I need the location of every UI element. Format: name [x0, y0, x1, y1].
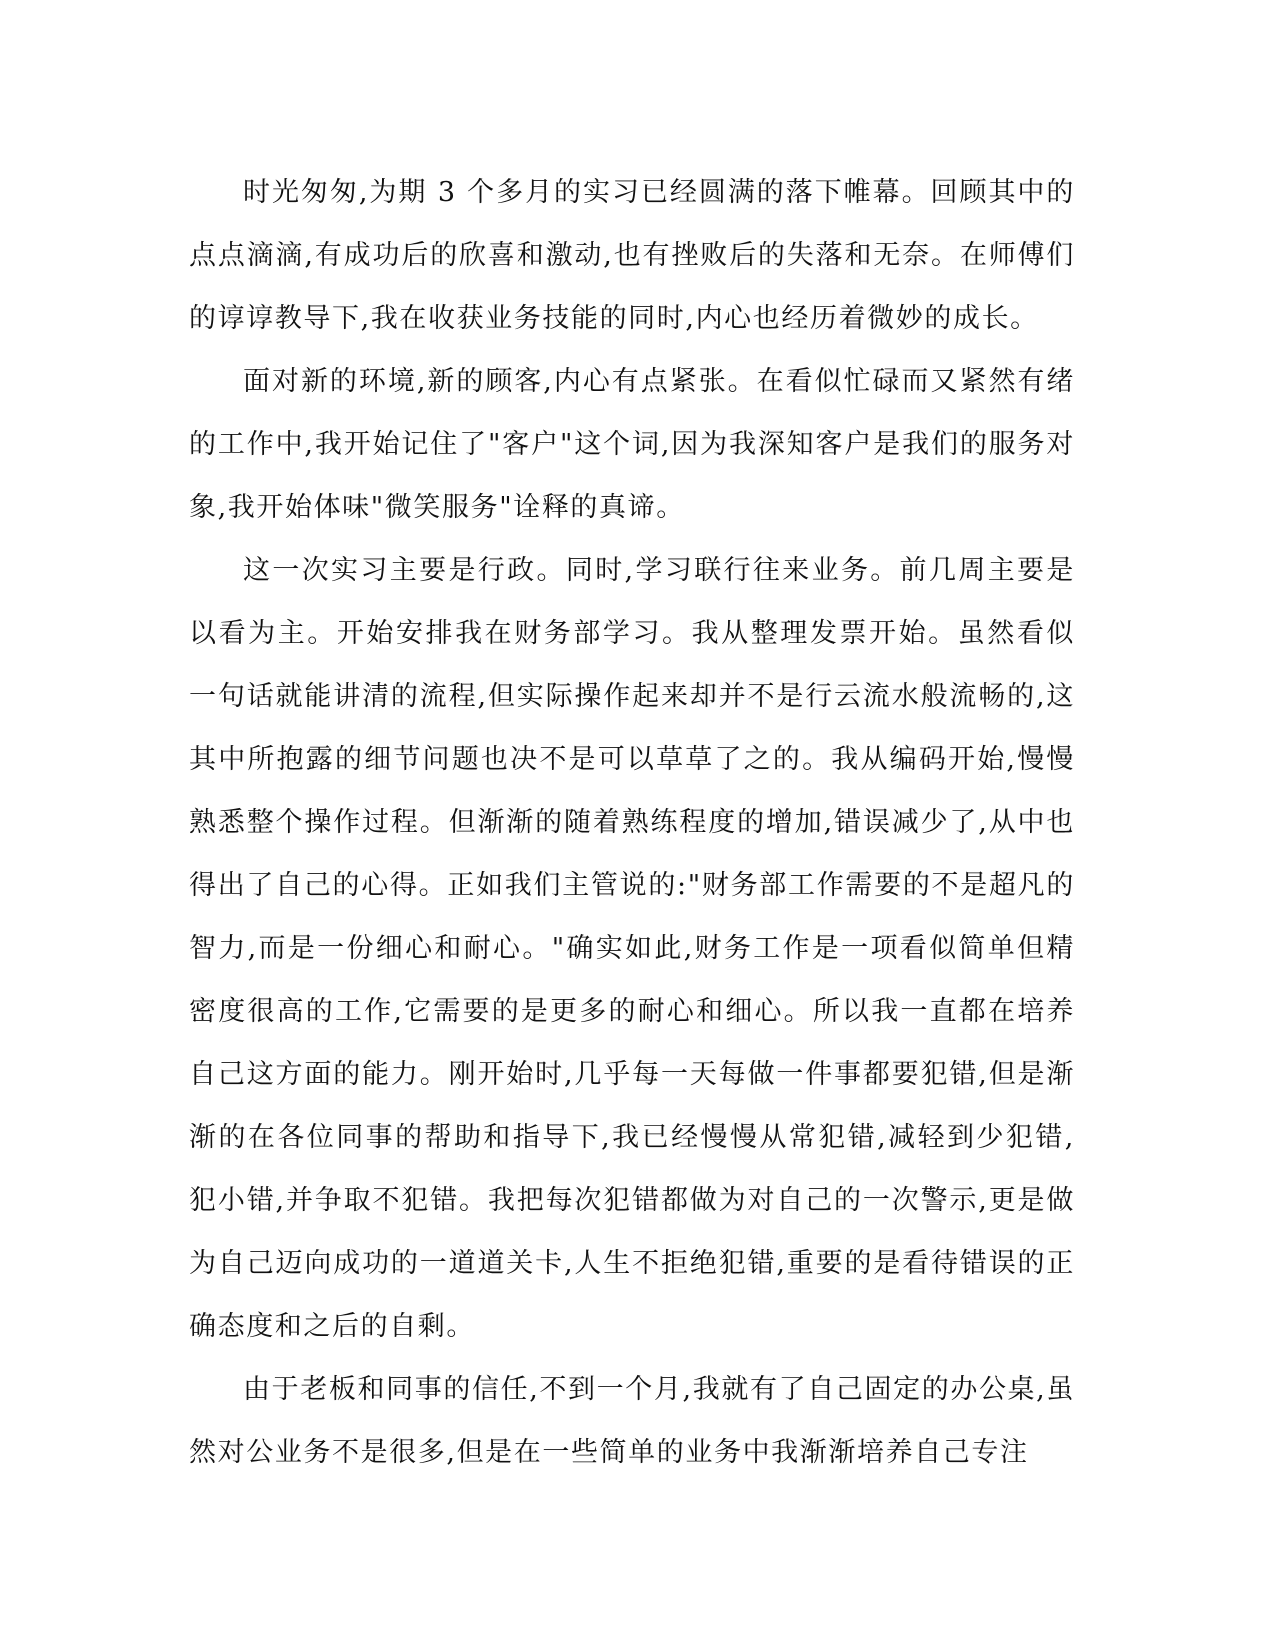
document-body — [189, 161, 1075, 1484]
paragraph-2: 面对新的环境,新的顾客,内心有点紧张。在看似忙碌而又紧然有绪的工作中,我开始记住了"客户"这个词,因为我深知客户是我们的服务对象,我开始体味"微笑服务"诠释的真谛。 — [189, 366, 1075, 523]
paragraph-4: 由于老板和同事的信任,不到一个月,我就有了自己固定的办公桌,虽然对公业务不是很多,但是在一些简单的业务中我渐渐培养自己专注 — [189, 1374, 1075, 1468]
paragraph-3: 这一次实习主要是行政。同时,学习联行往来业务。前几周主要是以看为主。开始安排我在财务部学习。我从整理发票开始。虽然看似一句话就能讲清的流程,但实际操作起来却并不是行云流水般流畅的,这其中所抱露的细节问题也决不是可以草草了之的。我从编码开始,慢慢熟悉整个操作过程。但渐渐的随着熟练程度的增加,错误减少了,从中也得出了自己的心得。正如我们主管说的:"财务部工作需要的不是超凡的智力,而是一份细心和耐心。"确实如此,财务工作是一项看似简单但精密度很高的工作,它需要的是更多的耐心和细心。所以我一直都在培养自己这方面的能力。刚开始时,几乎每一天每做一件事都要犯错,但是渐渐的在各位同事的帮助和指导下,我已经慢慢从常犯错,减轻到少犯错,犯小错,并争取不犯错。我把每次犯错都做为对自己的一次警示,更是做为自己迈向成功的一道道关卡,人生不拒绝犯错,重要的是看待错误的正确态度和之后的自剩。 — [189, 555, 1075, 1342]
paragraph-1: 时光匆匆,为期 3 个多月的实习已经圆满的落下帷幕。回顾其中的点点滴滴,有成功后的欣喜和激动,也有挫败后的失落和无奈。在师傅们的谆谆教导下,我在收获业务技能的同时,内心也经历着微妙的成长。 — [189, 177, 1075, 334]
